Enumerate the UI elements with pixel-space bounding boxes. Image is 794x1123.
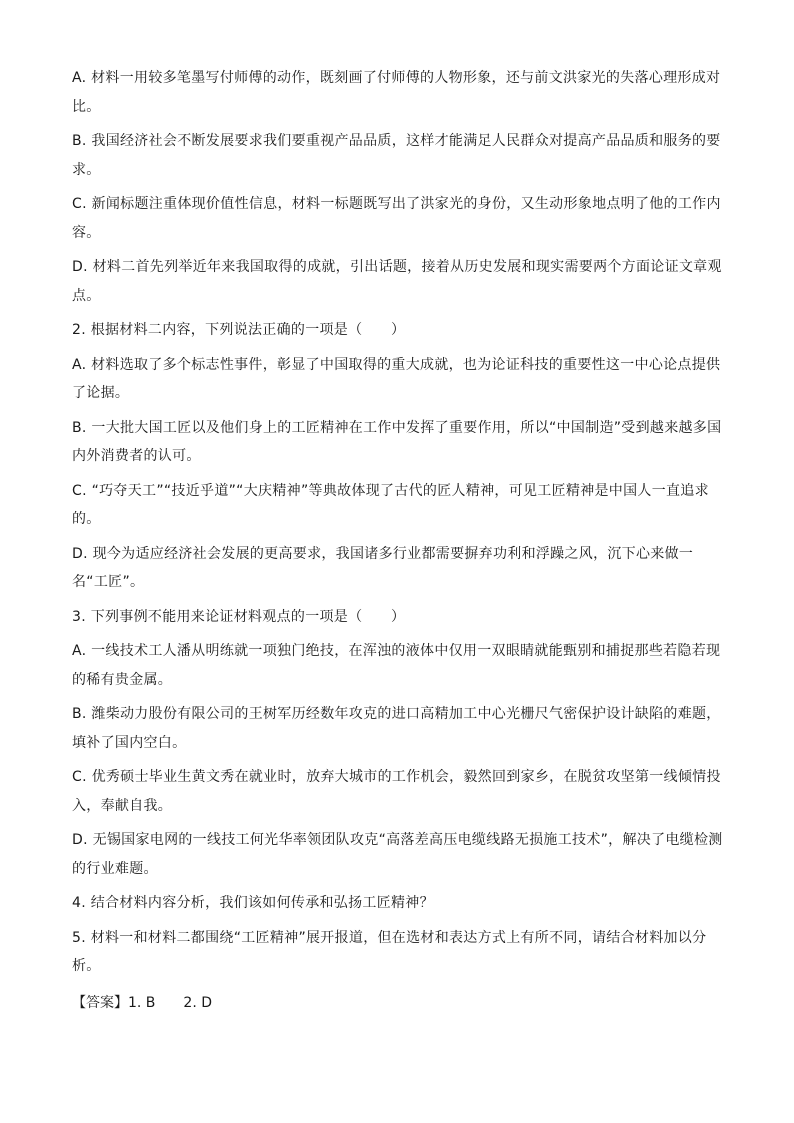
answer-line bbox=[72, 989, 724, 1017]
q1-option-c: C. 新闻标题注重体现价值性信息，材料一标题既写出了洪家光的身份，又生动形象地点明了他的工作内容。 bbox=[72, 196, 721, 241]
q2-option-d: D. 现今为适应经济社会发展的更高要求，我国诸多行业都需要摒弃功利和浮躁之风，沉下心来做一名“工匠”。 bbox=[72, 545, 694, 590]
answer-label: 【答案】 bbox=[72, 994, 128, 1011]
q4-stem: 4. 结合材料内容分析，我们该如何传承和弘扬工匠精神？ bbox=[72, 895, 434, 911]
q2-stem: 2. 根据材料二内容，下列说法正确的一项是（ ） bbox=[72, 322, 406, 338]
q2-option-c: C. “巧夺天工”“技近乎道”“大庆精神”等典故体现了古代的匠人精神，可见工匠精神是中国人一直追求的。 bbox=[72, 482, 709, 527]
answer-2: 2. D bbox=[183, 994, 213, 1011]
document-body bbox=[72, 64, 724, 1017]
q1-option-b: B. 我国经济社会不断发展要求我们要重视产品品质，这样才能满足人民群众对提高产品品质和服务的要求。 bbox=[72, 133, 721, 178]
q3-option-d: D. 无锡国家电网的一线技工何光华率领团队攻克“高落差高压电缆线路无损施工技术”，解决了电缆检测的行业难题。 bbox=[72, 832, 723, 877]
q1-option-a: A. 材料一用较多笔墨写付师傅的动作，既刻画了付师傅的人物形象，还与前文洪家光的失落心理形成对比。 bbox=[72, 70, 721, 115]
q3-stem: 3. 下列事例不能用来论证材料观点的一项是（ ） bbox=[72, 608, 406, 625]
q3-option-a: A. 一线技术工人潘从明练就一项独门绝技，在浑浊的液体中仅用一双眼睛就能甄别和捕捉那些若隐若现的稀有贵金属。 bbox=[72, 643, 721, 688]
q5-stem: 5. 材料一和材料二都围绕“工匠精神”展开报道，但在选材和表达方式上有所不同，请结合材料加以分析。 bbox=[72, 929, 707, 974]
q2-option-b: B. 一大批大国工匠以及他们身上的工匠精神在工作中发挥了重要作用，所以“中国制造”受到越来越多国内外消费者的认可。 bbox=[72, 419, 722, 464]
q3-option-b: B. 潍柴动力股份有限公司的王树军历经数年攻克的进口高精加工中心光栅尺气密保护设计缺陷的难题，填补了国内空白。 bbox=[72, 706, 721, 751]
q1-option-d: D. 材料二首先列举近年来我国取得的成就，引出话题，接着从历史发展和现实需要两个方面论证文章观点。 bbox=[72, 259, 722, 304]
q3-option-c: C. 优秀硕士毕业生黄文秀在就业时，放弃大城市的工作机会，毅然回到家乡，在脱贫攻坚第一线倾情投入，奉献自我。 bbox=[72, 769, 721, 814]
q2-option-a: A. 材料选取了多个标志性事件，彰显了中国取得的重大成就，也为论证科技的重要性这一中心论点提供了论据。 bbox=[72, 356, 721, 401]
answer-1: 1. B bbox=[128, 994, 156, 1011]
